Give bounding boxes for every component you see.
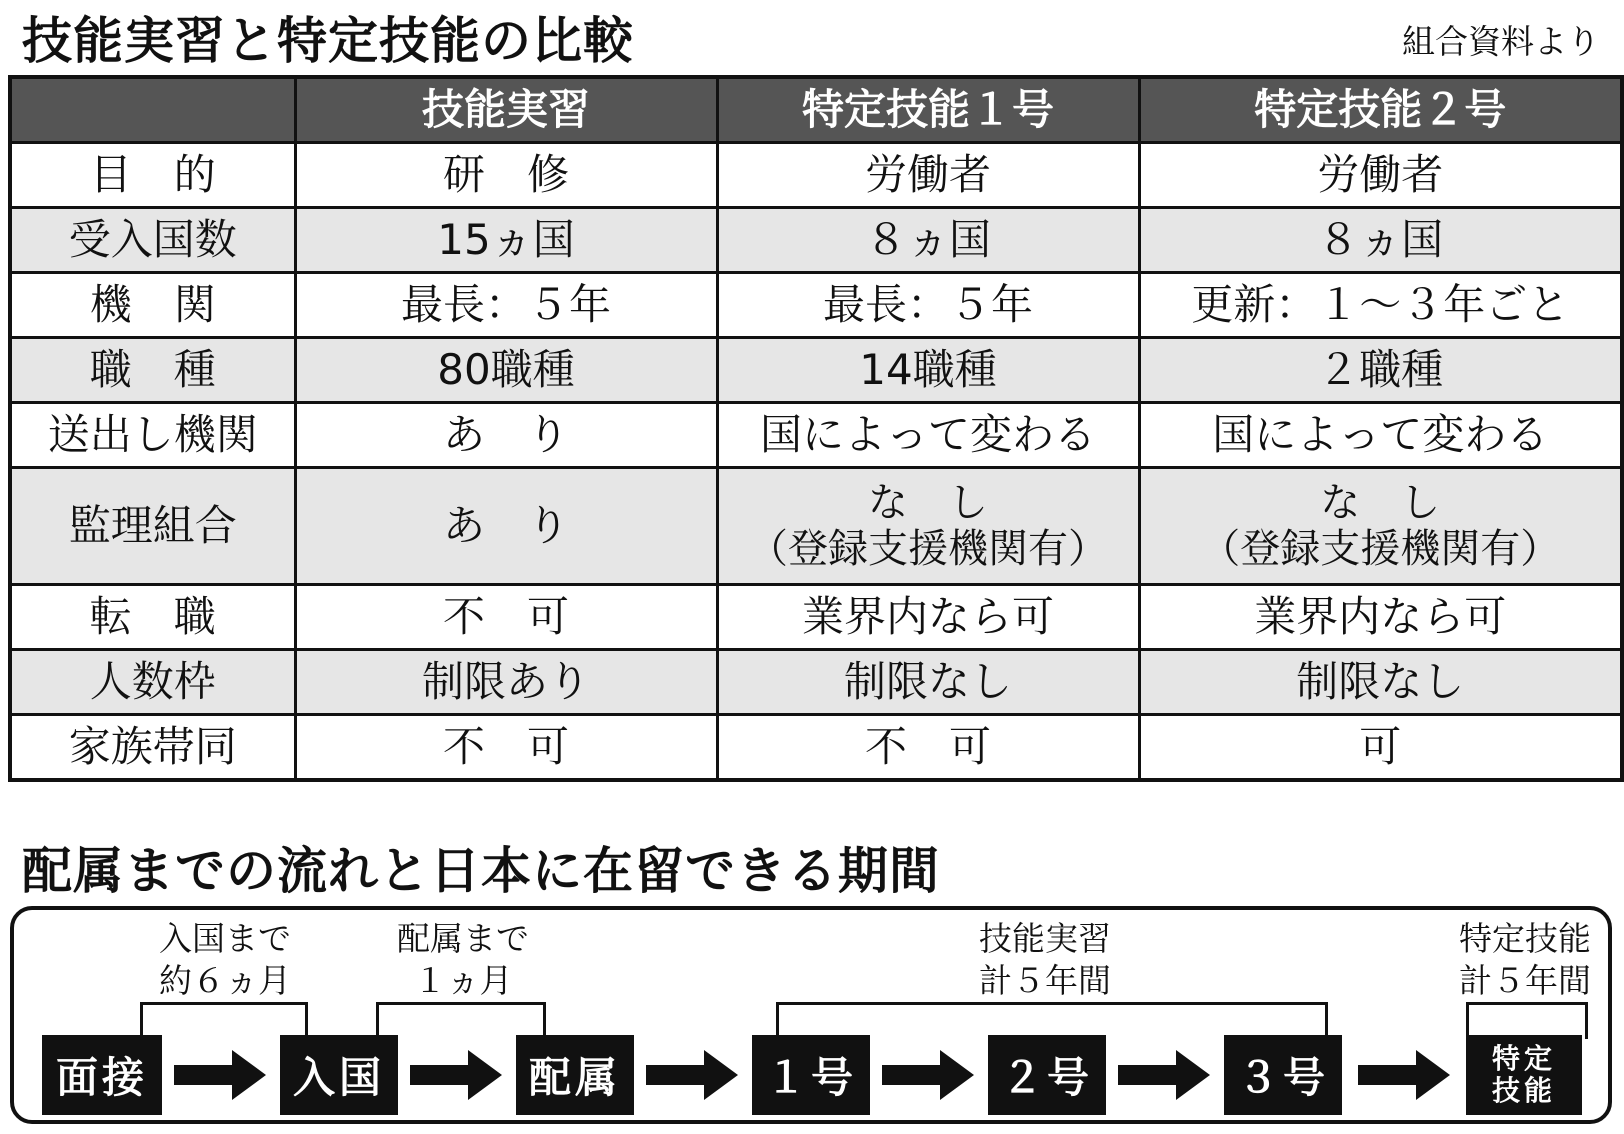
row-label: 受入国数 <box>10 208 295 273</box>
right-arrow-icon <box>882 1050 974 1100</box>
cell-main: な し <box>868 480 988 526</box>
right-arrow-icon <box>646 1050 738 1100</box>
table-cell: 最長：５年 <box>295 273 717 338</box>
header-specified-1: 特定技能１号 <box>717 77 1139 143</box>
table-row-family <box>10 715 1622 781</box>
node-entry: 入国 <box>280 1035 398 1115</box>
right-arrow-icon <box>1358 1050 1450 1100</box>
cell-note: （登録支援機関有） <box>1200 526 1561 572</box>
table-row-occupations <box>10 338 1622 403</box>
row-label: 送出し機関 <box>10 403 295 468</box>
table-row-supervising-union <box>10 468 1622 585</box>
table-cell <box>717 468 1139 585</box>
table-cell: 労働者 <box>1139 143 1622 208</box>
row-label: 機 関 <box>10 273 295 338</box>
table-row-sending-org <box>10 403 1622 468</box>
table-cell: 研 修 <box>295 143 717 208</box>
table-cell: 制限なし <box>717 650 1139 715</box>
table-cell: 14職種 <box>717 338 1139 403</box>
node-line: 特定 <box>1491 1042 1556 1075</box>
table-cell: 不 可 <box>717 715 1139 781</box>
flow-title: 配属までの流れと日本に在留できる期間 <box>22 842 940 900</box>
row-label: 目 的 <box>10 143 295 208</box>
bracket-assign <box>376 1002 546 1039</box>
row-label: 職 種 <box>10 338 295 403</box>
node-specified-skill <box>1466 1035 1582 1115</box>
table-row-purpose <box>10 143 1622 208</box>
table-header-row <box>10 77 1622 143</box>
table-cell: あ り <box>295 403 717 468</box>
label-training-period <box>960 918 1130 1002</box>
right-arrow-icon <box>1118 1050 1210 1100</box>
label-specified-period <box>1440 918 1610 1002</box>
table-cell: 80職種 <box>295 338 717 403</box>
label-line: 技能実習 <box>979 919 1111 958</box>
table-cell: 不 可 <box>295 585 717 650</box>
row-label: 監理組合 <box>10 468 295 585</box>
row-label: 転 職 <box>10 585 295 650</box>
label-line: 配属まで <box>397 919 529 958</box>
table-cell: 労働者 <box>717 143 1139 208</box>
comparison-table <box>8 75 1624 782</box>
node-interview: 面接 <box>42 1035 162 1115</box>
bracket-entry <box>140 1002 308 1039</box>
table-row-period <box>10 273 1622 338</box>
header-corner <box>10 77 295 143</box>
table-cell: 業界内なら可 <box>717 585 1139 650</box>
bracket-training <box>776 1002 1328 1039</box>
table-cell: 15ヵ国 <box>295 208 717 273</box>
right-arrow-icon <box>174 1050 266 1100</box>
table-row-quota <box>10 650 1622 715</box>
cell-main: な し <box>1320 480 1441 526</box>
table-cell: 国によって変わる <box>1139 403 1622 468</box>
node-assignment: 配属 <box>516 1035 634 1115</box>
table-cell: 最長：５年 <box>717 273 1139 338</box>
table-cell: ８ヵ国 <box>1139 208 1622 273</box>
label-entry-period <box>140 918 310 1002</box>
label-line: 計５年間 <box>979 961 1111 1000</box>
label-line: 計５年間 <box>1459 961 1591 1000</box>
table-cell: 不 可 <box>295 715 717 781</box>
header-technical-intern: 技能実習 <box>295 77 717 143</box>
table-cell: 制限なし <box>1139 650 1622 715</box>
table-cell: 国によって変わる <box>717 403 1139 468</box>
label-line: 入国まで <box>159 919 291 958</box>
table-cell: 制限あり <box>295 650 717 715</box>
right-arrow-icon <box>410 1050 502 1100</box>
table-cell: 更新：１〜３年ごと <box>1139 273 1622 338</box>
label-assign-period <box>378 918 548 1002</box>
node-line: 技能 <box>1491 1074 1556 1107</box>
node-stage-3: ３号 <box>1224 1035 1342 1115</box>
header-specified-2: 特定技能２号 <box>1139 77 1622 143</box>
table-row-countries <box>10 208 1622 273</box>
node-stage-1: １号 <box>752 1035 870 1115</box>
comparison-title: 技能実習と特定技能の比較 <box>22 12 634 70</box>
table-cell: あ り <box>295 468 717 585</box>
label-line: 特定技能 <box>1459 919 1591 958</box>
table-cell: 可 <box>1139 715 1622 781</box>
table-cell: ２職種 <box>1139 338 1622 403</box>
row-label: 家族帯同 <box>10 715 295 781</box>
source-note: 組合資料より <box>1402 22 1600 61</box>
bracket-specified <box>1466 1002 1588 1039</box>
table-cell: ８ヵ国 <box>717 208 1139 273</box>
table-row-job-change <box>10 585 1622 650</box>
row-label: 人数枠 <box>10 650 295 715</box>
label-line: １ヵ月 <box>413 961 513 1000</box>
cell-note: （登録支援機関有） <box>748 526 1108 572</box>
node-stage-2: ２号 <box>988 1035 1106 1115</box>
label-line: 約６ヵ月 <box>159 961 291 1000</box>
table-cell <box>1139 468 1622 585</box>
table-cell: 業界内なら可 <box>1139 585 1622 650</box>
